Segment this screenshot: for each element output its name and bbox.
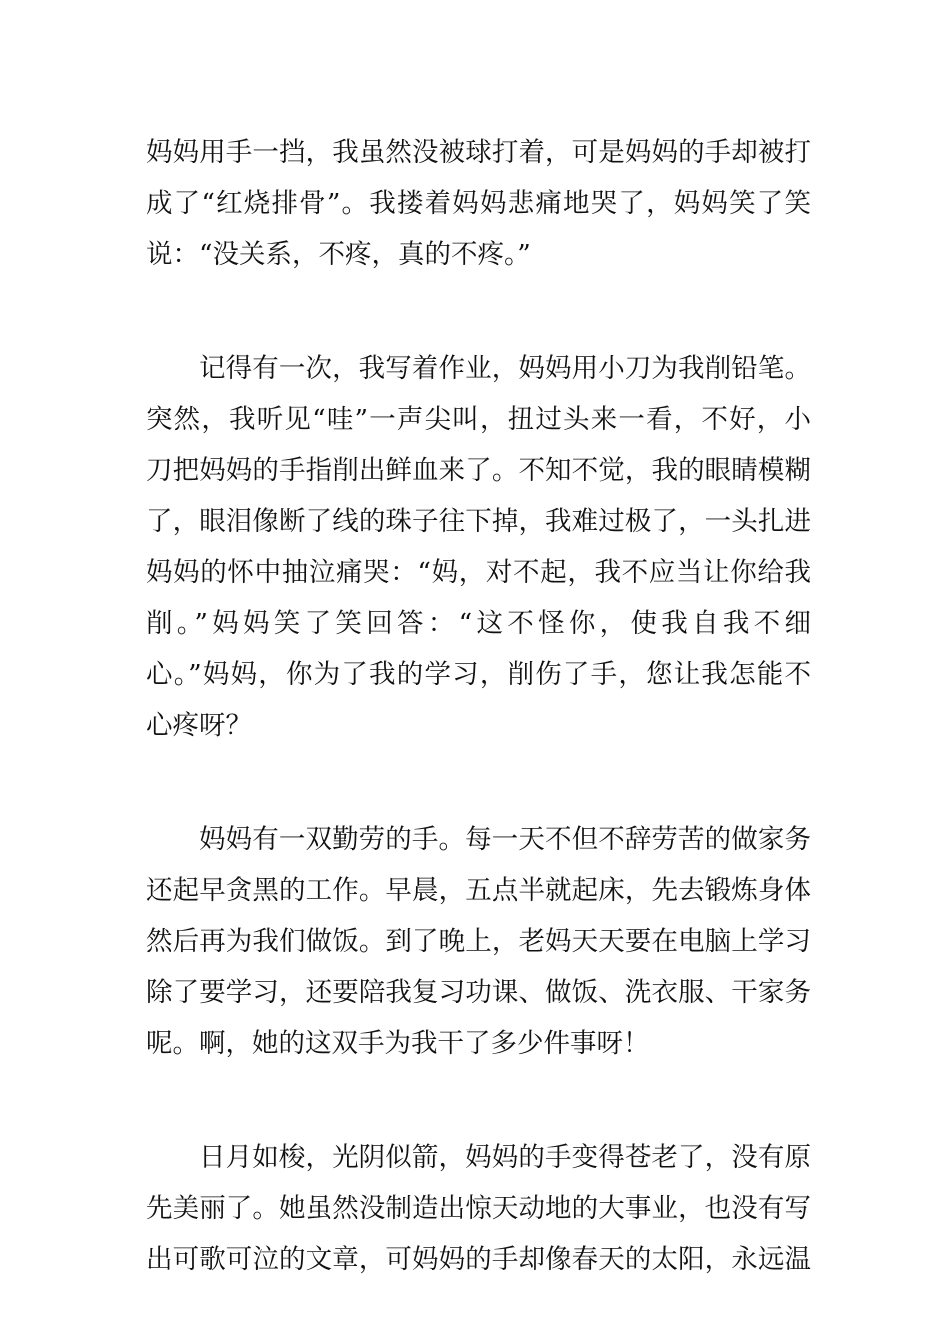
paragraph-line: 削。”妈妈笑了笑回答：“这不怪你，使我自我不细 [146,608,811,639]
paragraph-line: 先美丽了。她虽然没制造出惊天动地的大事业，也没有写 [146,1193,811,1224]
paragraph-line: 刀把妈妈的手指削出鲜血来了。不知不觉，我的眼睛模糊 [146,455,811,486]
paragraph-spacer [146,280,811,343]
paragraph-1 [146,127,811,280]
paragraph-line: 心疼呀？ [146,710,252,741]
document-body [146,127,811,1285]
paragraph-line: 妈妈用手一挡，我虽然没被球打着，可是妈妈的手却被打 [146,137,811,168]
paragraph-line: 突然，我听见“哇”一声尖叫，扭过头来一看，不好，小 [146,404,811,435]
paragraph-spacer [146,1069,811,1132]
paragraph-line: 成了“红烧排骨”。我搂着妈妈悲痛地哭了，妈妈笑了笑 [146,188,811,219]
paragraph-line: 除了要学习，还要陪我复习功课、做饭、洗衣服、干家务 [146,977,811,1008]
paragraph-line: 记得有一次，我写着作业，妈妈用小刀为我削铅笔。 [199,353,811,384]
paragraph-4 [146,1132,811,1285]
paragraph-spacer [146,751,811,814]
paragraph-line: 了，眼泪像断了线的珠子往下掉，我难过极了，一头扎进 [146,506,811,537]
paragraph-line: 心。”妈妈，你为了我的学习，削伤了手，您让我怎能不 [146,659,811,690]
paragraph-line: 妈妈的怀中抽泣痛哭：“妈，对不起，我不应当让你给我 [146,557,811,588]
paragraph-line: 呢。啊，她的这双手为我干了多少件事呀！ [146,1028,650,1059]
paragraph-line: 妈妈有一双勤劳的手。每一天不但不辞劳苦的做家务 [199,824,811,855]
paragraph-line: 还起早贪黑的工作。早晨，五点半就起床，先去锻炼身体 [146,875,811,906]
paragraph-line: 然后再为我们做饭。到了晚上，老妈天天要在电脑上学习 [146,926,811,957]
paragraph-line: 出可歌可泣的文章，可妈妈的手却像春天的太阳，永远温 [146,1244,811,1275]
paragraph-line: 说：“没关系，不疼，真的不疼。” [146,239,531,270]
paragraph-line: 日月如梭，光阴似箭，妈妈的手变得苍老了，没有原 [199,1142,811,1173]
paragraph-2 [146,343,811,751]
paragraph-3 [146,814,811,1069]
